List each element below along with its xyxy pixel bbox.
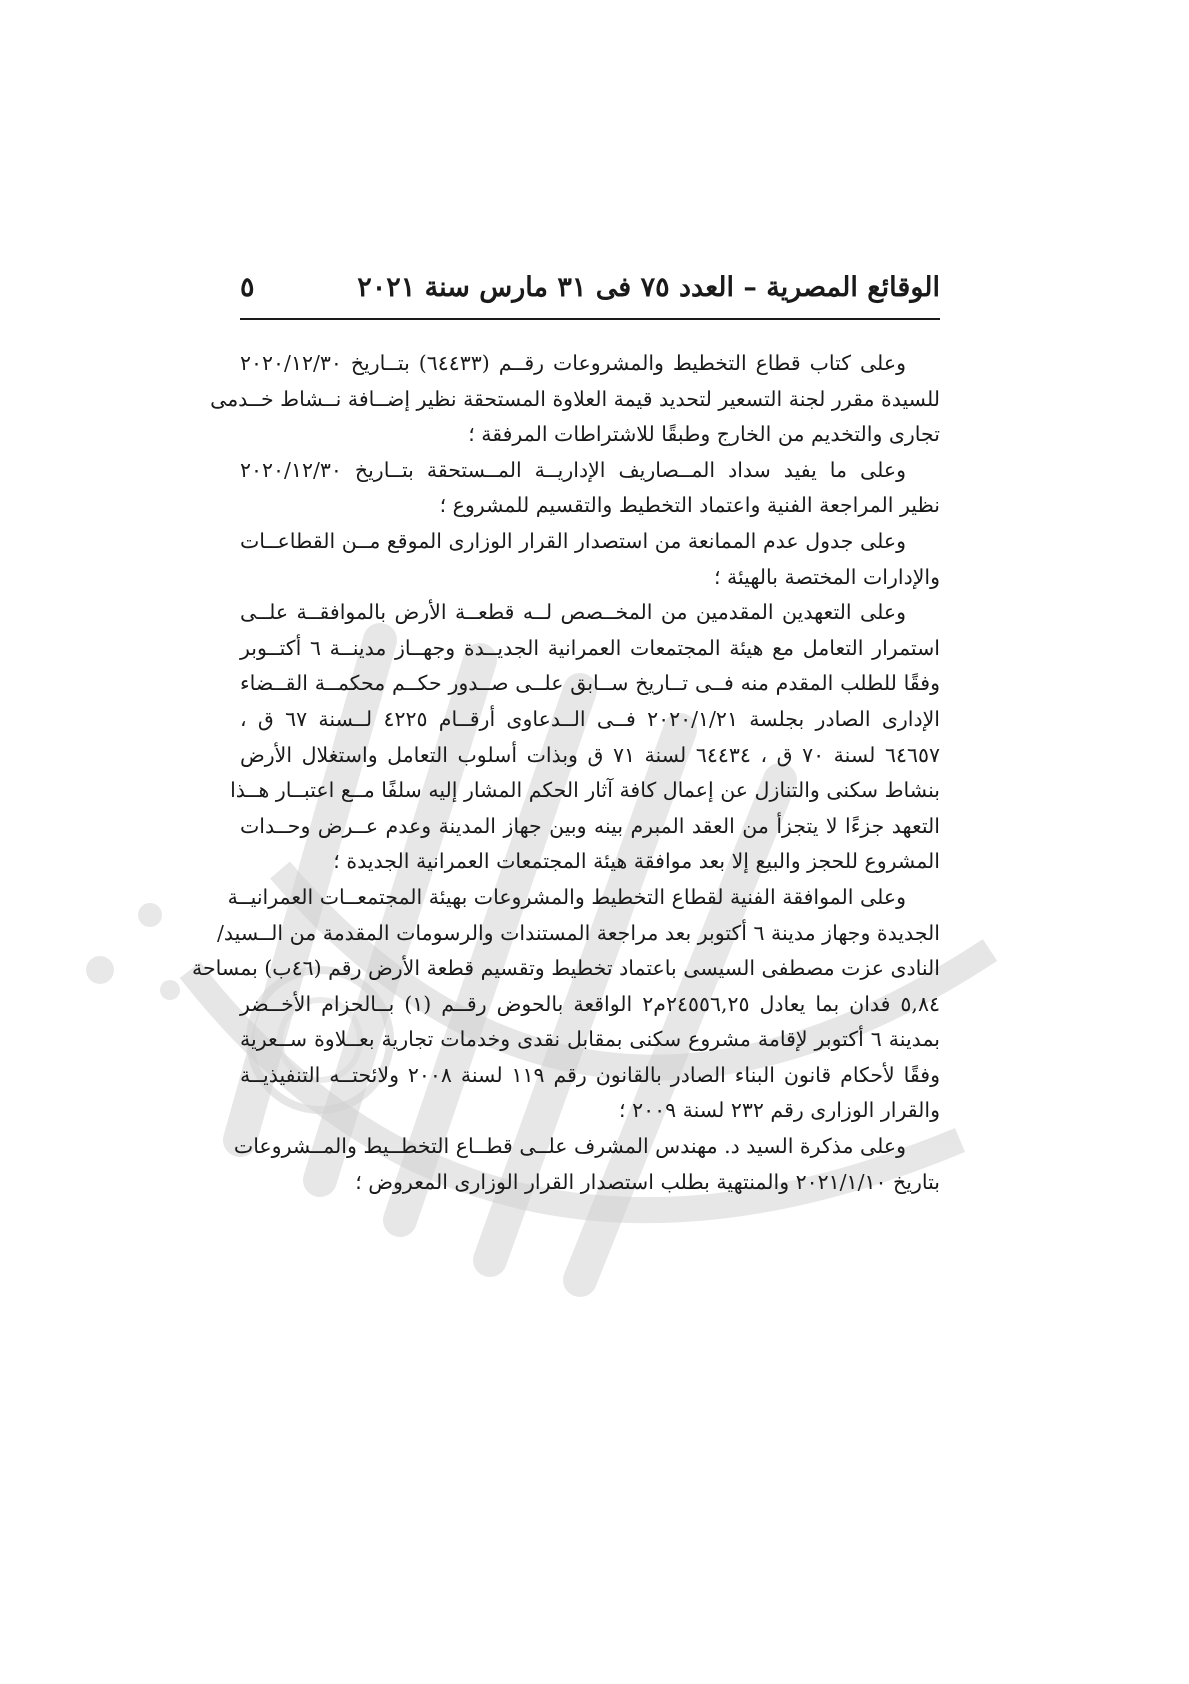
text-line: وفقًا للطلب المقدم منه فــى تــاريخ ســابق علــى صــدور حكــم محكمــة القــضاء bbox=[240, 671, 940, 696]
document-body bbox=[192, 346, 940, 1200]
text-line: وعلى التعهدين المقدمين من المخــصص لــه قطعــة الأرض بالموافقــة علــى bbox=[240, 600, 906, 625]
text-line: نظير المراجعة الفنية واعتماد التخطيط والتقسيم للمشروع ؛ bbox=[439, 493, 940, 518]
page-number: ٥ bbox=[240, 272, 255, 303]
text-line: الإدارى الصادر بجلسة ٢٠٢٠/١/٢١ فــى الــدعاوى أرقــام ٤٢٢٥ لــسنة ٦٧ ق ، bbox=[240, 706, 940, 731]
text-line: وعلى مذكرة السيد د. مهندس المشرف علــى قطــاع التخطــيط والمــشروعات bbox=[233, 1134, 906, 1159]
text-line: والإدارات المختصة بالهيئة ؛ bbox=[713, 564, 940, 589]
paragraph bbox=[233, 1129, 940, 1200]
page-header bbox=[240, 268, 940, 318]
text-line: وفقًا لأحكام قانون البناء الصادر بالقانون رقم ١١٩ لسنة ٢٠٠٨ ولائحتــه التنفيذيــة bbox=[240, 1062, 940, 1087]
paragraph bbox=[210, 346, 940, 453]
text-line: والقرار الوزارى رقم ٢٣٢ لسنة ٢٠٠٩ ؛ bbox=[619, 1098, 940, 1123]
text-line: الجديدة وجهاز مدينة ٦ أكتوبر بعد مراجعة المستندات والرسومات المقدمة من الــسيد/ bbox=[216, 920, 940, 945]
text-line: تجارى والتخديم من الخارج وطبقًا للاشتراطات المرفقة ؛ bbox=[468, 422, 940, 447]
text-line: بمدينة ٦ أكتوبر لإقامة مشروع سكنى بمقابل نقدى وخدمات تجارية بعــلاوة ســعرية bbox=[240, 1027, 940, 1052]
text-line: وعلى الموافقة الفنية لقطاع التخطيط والمشروعات بهيئة المجتمعــات العمرانيــة bbox=[227, 884, 906, 909]
text-line: وعلى كتاب قطاع التخطيط والمشروعات رقــم (٦٤٤٣٣) بتــاريخ ٢٠٢٠/١٢/٣٠ bbox=[240, 351, 906, 375]
paragraph bbox=[230, 595, 940, 880]
paragraph bbox=[192, 880, 940, 1129]
text-line: بتاريخ ٢٠٢١/١/١٠ والمنتهية بطلب استصدار القرار الوزارى المعروض ؛ bbox=[355, 1169, 940, 1194]
text-line: ٦٤٦٥٧ لسنة ٧٠ ق ، ٦٤٤٣٤ لسنة ٧١ ق وبذات أسلوب التعامل واستغلال الأرض bbox=[240, 742, 940, 767]
text-line: وعلى جدول عدم الممانعة من استصدار القرار الوزارى الموقع مــن القطاعــات bbox=[240, 528, 906, 553]
paragraph bbox=[240, 453, 940, 524]
header-divider bbox=[240, 318, 940, 320]
paragraph bbox=[240, 524, 940, 595]
text-line: استمرار التعامل مع هيئة المجتمعات العمرانية الجديــدة وجهــاز مدينــة ٦ أكتــوبر bbox=[240, 635, 940, 660]
text-line: المشروع للحجز والبيع إلا بعد موافقة هيئة المجتمعات العمرانية الجديدة ؛ bbox=[333, 849, 940, 874]
text-line: بنشاط سكنى والتنازل عن إعمال كافة آثار الحكم المشار إليه سلفًا مــع اعتبــار هــذا bbox=[230, 778, 940, 803]
gazette-title: الوقائع المصرية – العدد ٧٥ فى ٣١ مارس سنة ٢٠٢١ bbox=[357, 272, 940, 303]
text-line: ٥,٨٤ فدان بما يعادل ٢٤٥٥٦,٢٥م٢ الواقعة بالحوض رقــم (١) بــالحزام الأخــضر bbox=[240, 991, 940, 1016]
text-line: التعهد جزءًا لا يتجزأ من العقد المبرم بينه وبين جهاز المدينة وعدم عــرض وحــدات bbox=[240, 813, 940, 838]
text-line: وعلى ما يفيد سداد المــصاريف الإداريــة المــستحقة بتــاريخ ٢٠٢٠/١٢/٣٠ bbox=[240, 457, 906, 482]
text-line: للسيدة مقرر لجنة التسعير لتحديد قيمة العلاوة المستحقة نظير إضــافة نــشاط خــدمى bbox=[210, 386, 940, 411]
text-line: النادى عزت مصطفى السيسى باعتماد تخطيط وتقسيم قطعة الأرض رقم (٤٦ب) بمساحة bbox=[192, 956, 940, 981]
